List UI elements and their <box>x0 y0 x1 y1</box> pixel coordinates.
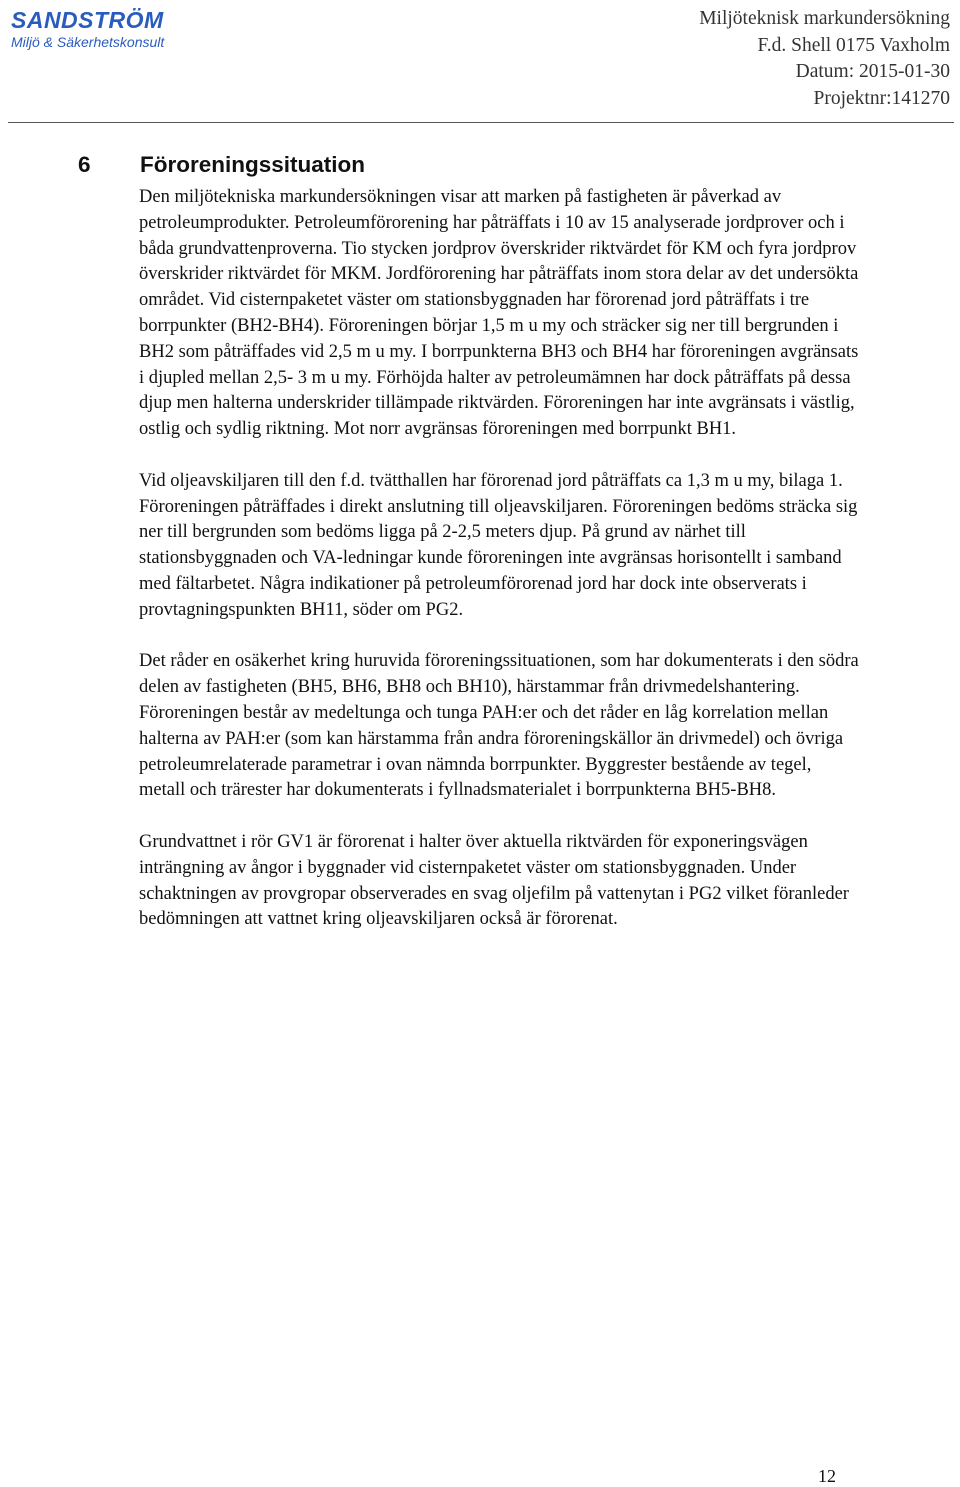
header-divider <box>8 122 954 123</box>
section-number: 6 <box>78 152 91 177</box>
project-number: Projektnr:141270 <box>813 87 950 109</box>
section-header <box>78 150 848 186</box>
company-name: SANDSTRÖM <box>11 7 164 33</box>
paragraph: Vid oljeavskiljaren till den f.d. tvätthallen har förorenad jord påträffats ca 1,3 m u my, bilaga 1. Föroreningen påträffades i direkt anslutning till oljeavskiljaren. Föroreningen bedöms sträcka sig ner till bergrunden som bedöms ligga på 2-2,5 meters djup. På grund av närhet till stationsbyggnaden och VA-ledningar kunde föroreningen inte avgränsas horisontellt i samband med fältarbetet. Några indikationer på petroleumförorenad jord har dock inte observerats i provtagningspunkten BH11, söder om PG2. <box>139 470 858 620</box>
company-tagline: Miljö & Säkerhetskonsult <box>11 34 165 50</box>
section-title: Föroreningssituation <box>140 152 365 177</box>
site-name: F.d. Shell 0175 Vaxholm <box>757 34 950 56</box>
section-body <box>139 185 859 959</box>
document-header-info <box>699 6 950 112</box>
company-logo <box>11 6 164 51</box>
section-heading <box>78 150 848 186</box>
page-number: 12 <box>818 1466 836 1486</box>
paragraph: Det råder en osäkerhet kring huruvida föroreningssituationen, som har dokumenterats i den södra delen av fastigheten (BH5, BH6, BH8 och BH10), härstammar från drivmedelshantering. Föroreningen består av medeltunga och tunga PAH:er och det råder en låg korrelation mellan halterna av PAH:er (som kan härstamma från andra föroreningskällor än drivmedel) och övriga petroleumrelaterade parametrar i ovan nämnda borrpunkter. Byggrester bestående av tegel, metall och trärester har dokumenterats i fyllnadsmaterialet i borrpunkterna BH5-BH8. <box>139 651 859 801</box>
paragraph: Grundvattnet i rör GV1 är förorenat i halter över aktuella riktvärden för exponeringsvägen inträngning av ångor i byggnader vid cisternpaketet väster om stationsbyggnaden. Under schaktningen av provgropar observerades en svag oljefilm på vattenytan i PG2 vilket föranleder bedömningen att vattnet kring oljeavskiljaren också är förorenat. <box>139 831 849 930</box>
report-type: Miljöteknisk markundersökning <box>699 8 950 29</box>
report-date: Datum: 2015-01-30 <box>795 61 950 82</box>
paragraph: Den miljötekniska markundersökningen visar att marken på fastigheten är påverkad av petroleumprodukter. Petroleumförorening har påträffats i 10 av 15 analyserade jordprover och i båda grundvattenproverna. Tio stycken jordprov överskrider riktvärdet för KM och fyra jordprov överskrider riktvärdet för MKM. Jordförorening har påträffats inom stora delar av det undersökta området. Vid cisternpaketet väster om stationsbyggnaden har förorenad jord påträffats i tre borrpunkter (BH2-BH4). Föroreningen börjar 1,5 m u my och sträcker sig ner till bergrunden i BH2 som påträffades vid 2,5 m u my. I borrpunkterna BH3 och BH4 har föroreningen avgränsats i djupled mellan 2,5- 3 m u my. Förhöjda halter av petroleumämnen har dock påträffats på dessa djup men halterna underskrider tillämpade riktvärden. Föroreningen har inte avgränsats i västlig, ostlig och sydlig riktning. Mot norr avgränsas föroreningen med borrpunkt BH1. <box>139 187 859 440</box>
